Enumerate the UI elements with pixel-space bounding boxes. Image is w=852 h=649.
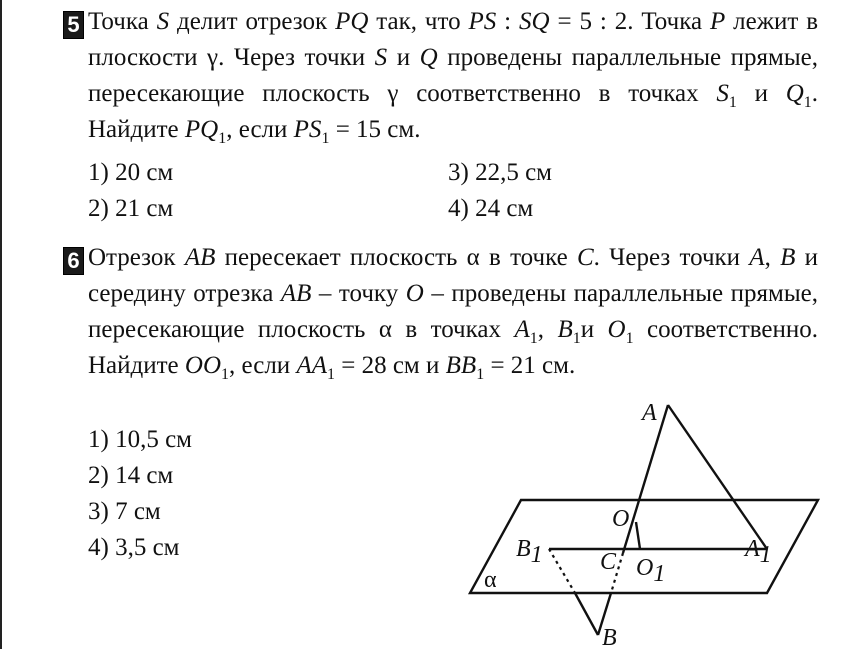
problem-5-number: 5	[63, 11, 84, 39]
label-O1: O1	[636, 555, 666, 587]
label-alpha: α	[484, 567, 497, 593]
label-A1: A1	[745, 536, 772, 568]
segment-A-A1	[668, 405, 767, 549]
problem-6-number: 6	[63, 247, 84, 275]
problem-5-answer-4: 4) 24 см	[448, 195, 534, 222]
problem-5-answer-2: 2) 21 см	[88, 195, 174, 222]
problem-6-answer-3: 3) 7 см	[88, 498, 161, 525]
problem-6-text: Отрезок AB пересекает плоскость α в точке C. Через точки A, B и середину отрезка AB – точку O – проведены параллельные прямые, пересекающие плоскость α в точках $A_1$, $B_1и$ $O_1$ соответственно. Найдите $OO_1$, если $AA_1 = 28$ см и $BB_1 = 21$ см.	[88, 244, 819, 383]
label-A: A	[642, 400, 657, 426]
segment-B-B1-visible	[575, 593, 598, 635]
segment-B-B1-hidden	[549, 549, 575, 593]
problem-5-text: Точка S делит отрезок PQ так, что PS : SQ = 5 : 2. Точка P лежит в плоскости γ. Через точки S и Q проведены параллельные прямые, пересекающие плоскость γ соответственно в точках $S_1$ и $Q_1$. Найдите $PQ_1$, если $PS_1 = 15$ см.	[88, 8, 819, 147]
segment-A-C	[623, 405, 668, 553]
segment-O-O1	[636, 522, 640, 549]
label-C: C	[600, 549, 617, 575]
label-B: B	[602, 625, 617, 649]
problem-5-answer-3: 3) 22,5 см	[448, 159, 552, 186]
problem-6-answer-4: 4) 3,5 см	[88, 534, 180, 561]
page-left-border	[0, 0, 2, 649]
problem-6-answer-1: 1) 10,5 см	[88, 426, 192, 453]
geometry-figure	[455, 395, 835, 649]
problem-5-answer-1: 1) 20 см	[88, 159, 174, 186]
problem-6-answer-2: 2) 14 см	[88, 462, 174, 489]
label-B1: B1	[516, 536, 543, 568]
label-O: O	[612, 506, 630, 532]
